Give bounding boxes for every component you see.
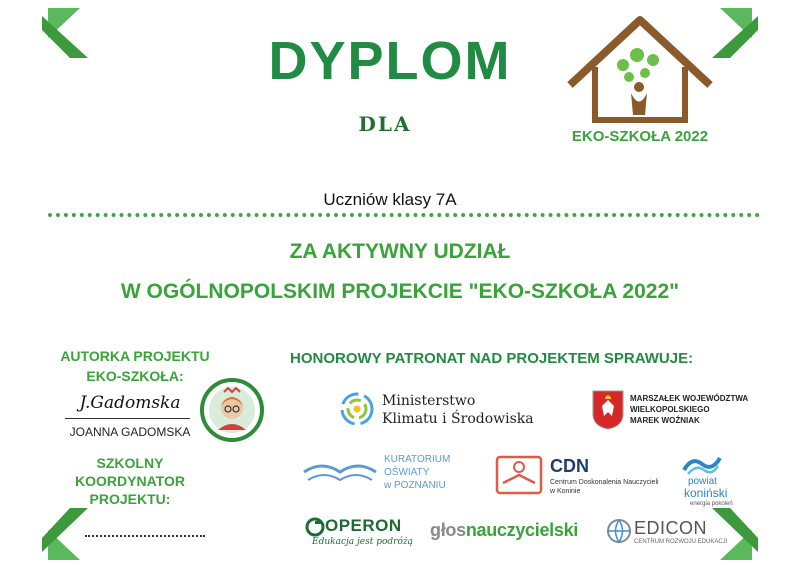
ministry-name-line-1: Ministerstwo xyxy=(382,393,476,409)
author-heading-line-2: EKO-SZKOŁA: xyxy=(86,368,184,384)
powiat-line-3: energia pokoleń xyxy=(690,501,733,507)
headline-line-1: ZA AKTYWNY UDZIAŁ xyxy=(289,240,511,263)
eko-szkola-badge-label: EKO-SZKOŁA 2022 xyxy=(571,128,709,145)
powiat-line-2: koniński xyxy=(684,486,728,500)
for-label: DLA xyxy=(358,112,412,136)
cdn-subtitle-line-1: Centrum Doskonalenia Nauczycieli xyxy=(550,479,659,486)
wielkopolska-coat-of-arms xyxy=(592,390,624,430)
diploma-title: DYPLOM xyxy=(268,31,512,91)
glos-part-2: nauczycielski xyxy=(465,520,578,540)
signature-line xyxy=(65,418,190,419)
cdn-logo-icon xyxy=(495,455,543,495)
edicon-globe-icon xyxy=(606,518,632,544)
author-signature: J.Gadomska xyxy=(79,393,181,413)
dotted-divider xyxy=(48,213,760,217)
operon-logo-icon xyxy=(305,517,325,537)
corner-ornament-bottom-left xyxy=(40,500,100,560)
operon-title: OPERON xyxy=(325,516,402,535)
kuratorium-book-icon xyxy=(302,458,378,484)
powiat-line-1: powiat xyxy=(688,476,717,487)
recipient-name: Uczniów klasy 7A xyxy=(323,190,457,209)
coordinator-heading-line-2: KOORDYNATOR xyxy=(75,473,185,489)
kuratorium-line-3: w POZNANIU xyxy=(384,480,446,491)
author-name: JOANNA GADOMSKA xyxy=(69,425,191,439)
powiat-koninski-wave-icon xyxy=(682,452,722,476)
ministry-logo-icon xyxy=(340,392,374,426)
author-heading-line-1: AUTORKA PROJEKTU xyxy=(60,348,210,364)
marshal-line-2: WIELKOPOLSKIEGO xyxy=(630,405,710,414)
corner-ornament-top-left xyxy=(40,8,100,63)
headline-line-2: W OGÓLNOPOLSKIM PROJEKCIE "EKO-SZKOŁA 2022" xyxy=(120,280,680,303)
glos-nauczycielski-logo xyxy=(430,520,578,541)
coordinator-signature-line xyxy=(85,535,205,537)
ministry-name-line-2: Klimatu i Środowiska xyxy=(382,411,534,427)
marshal-line-3: MAREK WOŹNIAK xyxy=(630,416,700,425)
operon-slogan: Edukacja jest podróżą xyxy=(312,537,413,547)
patronage-heading: HONOROWY PATRONAT NAD PROJEKTEM SPRAWUJE: xyxy=(290,350,694,367)
kuratorium-line-1: KURATORIUM xyxy=(384,454,451,465)
cdn-subtitle-line-2: w Koninie xyxy=(550,488,581,495)
edicon-title: EDICON xyxy=(634,518,708,538)
corner-ornament-bottom-right xyxy=(700,500,760,560)
coordinator-heading-line-3: PROJEKTU: xyxy=(89,491,171,507)
glos-part-1: głos xyxy=(430,520,466,540)
author-avatar xyxy=(200,378,264,442)
edicon-subtitle: CENTRUM ROZWOJU EDUKACJI xyxy=(634,539,728,545)
coordinator-heading-line-1: SZKOLNY xyxy=(96,455,164,471)
kuratorium-line-2: OŚWIATY xyxy=(384,467,430,478)
marshal-line-1: MARSZAŁEK WOJEWÓDZTWA xyxy=(630,394,749,403)
eko-szkola-house-logo xyxy=(565,15,715,125)
cdn-title: CDN xyxy=(550,456,589,476)
